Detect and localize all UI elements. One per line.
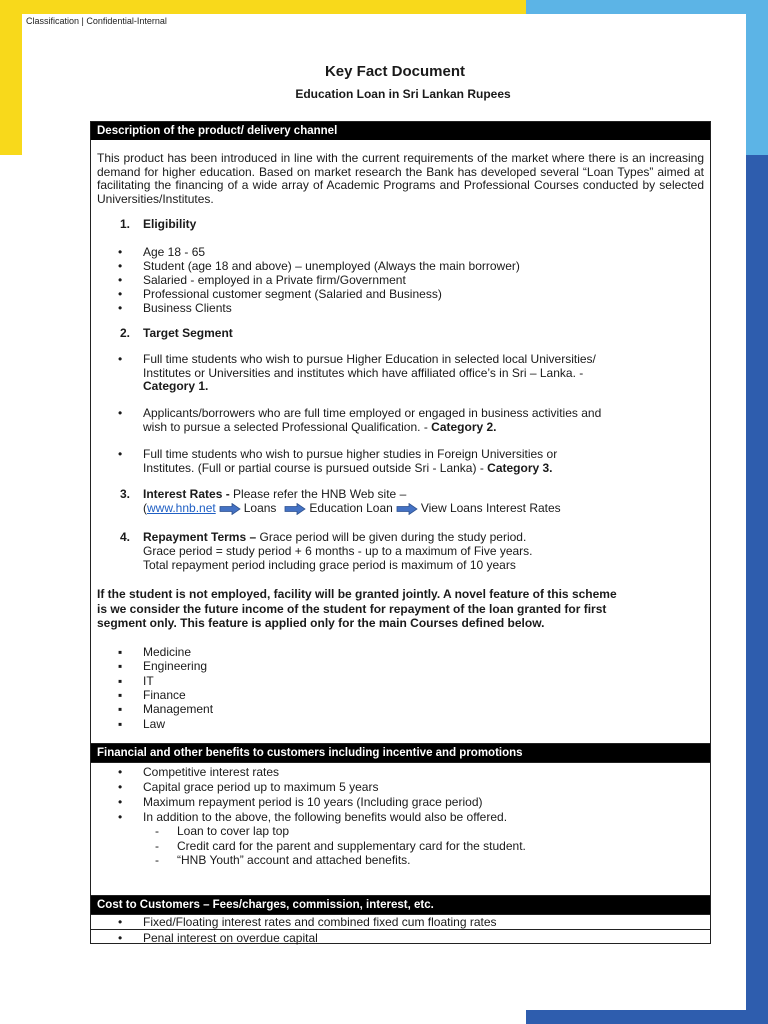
square-bullet-icon: ▪ (118, 645, 123, 659)
interest-rates-heading: Interest Rates - (143, 487, 230, 501)
eligibility-item: Age 18 - 65 (143, 245, 206, 259)
eligibility-item: Business Clients (143, 301, 232, 315)
course-item: Engineering (143, 659, 208, 674)
repayment-text-1: Grace period will be given during the study period. (259, 530, 527, 544)
right-arrow-icon (396, 503, 418, 515)
repayment-line-1 (143, 530, 708, 544)
benefit-item: Maximum repayment period is 10 years (Including grace period) (143, 795, 483, 809)
square-bullet-icon: ▪ (118, 716, 123, 731)
bullet-icon: • (118, 765, 123, 779)
decor-yellow-top-bar (0, 0, 526, 14)
category-3-line-2 (143, 461, 708, 475)
category-3-text: Institutes. (Full or partial course is pursued outside Sri - Lanka) - (143, 461, 484, 475)
course-item: Law (143, 716, 166, 731)
benefit-item: In addition to the above, the following benefits would also be offered. (143, 810, 508, 824)
interest-rates-number: 3. (120, 487, 131, 501)
right-arrow-icon (284, 503, 306, 515)
document-title: Key Fact Document (324, 63, 466, 80)
benefit-sub-item: Loan to cover lap top (177, 824, 290, 838)
section-heading-benefits: Financial and other benefits to customers including incentive and promotions (91, 744, 710, 762)
bullet-icon: • (118, 447, 123, 461)
square-bullet-icon: ▪ (118, 687, 123, 702)
course-item: Medicine (143, 645, 192, 659)
square-bullet-icon: ▪ (118, 702, 123, 717)
category-1-line-1: Full time students who wish to pursue Higher Education in selected local Universities/ (143, 352, 596, 366)
benefit-sub-item: Credit card for the parent and supplementary card for the student. (177, 838, 526, 853)
dash-icon: - (155, 838, 159, 853)
course-item: Finance (143, 687, 186, 702)
interest-rates-text: Please refer the HNB Web site – (233, 487, 407, 501)
open-paren: ( (143, 501, 147, 515)
cost-item: Fixed/Floating interest rates and combined fixed cum floating rates (143, 915, 497, 929)
bullet-icon: • (118, 406, 123, 420)
repayment-line-3: Total repayment period including grace period is maximum of 10 years (143, 558, 516, 572)
joint-facility-notice-line-3: segment only. This feature is applied only for the main Courses defined below. (97, 616, 545, 630)
eligibility-heading: Eligibility (143, 217, 197, 231)
dash-icon: - (155, 824, 159, 838)
repayment-line-2: Grace period = study period + 6 months - up to a maximum of Five years. (143, 544, 533, 558)
interest-rates-path (143, 501, 708, 515)
path-step-education-loan: Education Loan (309, 501, 393, 515)
eligibility-number: 1. (120, 217, 131, 231)
benefit-item: Competitive interest rates (143, 765, 280, 779)
category-2-line-2 (143, 420, 708, 434)
category-1-line-2: Institutes or Universities and institutes which have affiliated office’s in Sri – Lanka. - (143, 366, 584, 380)
square-bullet-icon: ▪ (118, 673, 123, 688)
joint-facility-notice-line-1: If the student is not employed, facility will be granted jointly. A novel feature of this scheme (97, 587, 617, 601)
course-item: IT (143, 673, 154, 688)
document-subtitle: Education Loan in Sri Lankan Rupees (295, 87, 511, 101)
bullet-icon: • (118, 273, 123, 287)
target-segment-heading: Target Segment (143, 326, 233, 340)
decor-navy-right-bar (746, 155, 768, 1024)
repayment-heading: Repayment Terms – (143, 530, 257, 544)
section-heading-product: Description of the product/ delivery channel (91, 122, 710, 140)
square-bullet-icon: ▪ (118, 659, 123, 674)
path-step-view-rates: View Loans Interest Rates (420, 501, 561, 515)
eligibility-item: Student (age 18 and above) – unemployed (Always the main borrower) (143, 259, 520, 273)
eligibility-item: Salaried - employed in a Private firm/Government (143, 273, 406, 287)
joint-facility-notice-line-2: is we consider the future income of the student for repayment of the loan granted for first (97, 601, 607, 616)
category-3-label: Category 3. (487, 461, 553, 475)
bullet-icon: • (118, 352, 123, 366)
bullet-icon: • (118, 287, 123, 301)
bullet-icon: • (118, 780, 123, 794)
decor-light-blue-top-bar (526, 0, 768, 14)
bullet-icon: • (118, 915, 123, 929)
benefit-item: Capital grace period up to maximum 5 years (143, 780, 379, 794)
category-3-line-1: Full time students who wish to pursue higher studies in Foreign Universities or (143, 447, 558, 461)
right-arrow-icon (219, 503, 241, 515)
bullet-icon: • (118, 259, 123, 273)
divider (91, 762, 710, 763)
bullet-icon: • (118, 930, 123, 945)
target-segment-number: 2. (120, 326, 131, 340)
dash-icon: - (155, 853, 159, 867)
course-item: Management (143, 702, 214, 717)
bullet-icon: • (118, 810, 123, 824)
hnb-website-link[interactable]: www.hnb.net (147, 501, 216, 515)
eligibility-item: Professional customer segment (Salaried and Business) (143, 287, 442, 301)
bullet-icon: • (118, 301, 123, 315)
category-2-text: wish to pursue a selected Professional Qualification. - (143, 420, 428, 434)
repayment-terms-number: 4. (120, 530, 131, 544)
category-2-label: Category 2. (431, 420, 497, 434)
category-1-label: Category 1. (143, 379, 209, 393)
benefit-sub-item: “HNB Youth” account and attached benefits. (177, 853, 411, 867)
bullet-icon: • (118, 245, 123, 259)
product-intro-paragraph: This product has been introduced in line with the current requirements of the market where there is an increasing demand for higher education. Based on market research the Bank has developed several “Loan Types” aimed at facilitating the financing of a wide array of Academic Programs and Professional Courses conducted by selected Universities/Institutes. (97, 151, 704, 206)
path-step-loans: Loans (243, 501, 277, 515)
interest-rates-line (143, 487, 708, 501)
decor-navy-bottom-bar (526, 1010, 768, 1024)
section-heading-costs: Cost to Customers – Fees/charges, commission, interest, etc. (91, 896, 710, 914)
classification-label: Classification | Confidential-Internal (26, 16, 167, 26)
category-2-line-1: Applicants/borrowers who are full time employed or engaged in business activities and (143, 406, 602, 420)
cost-item: Penal interest on overdue capital (143, 930, 318, 945)
bullet-icon: • (118, 795, 123, 809)
